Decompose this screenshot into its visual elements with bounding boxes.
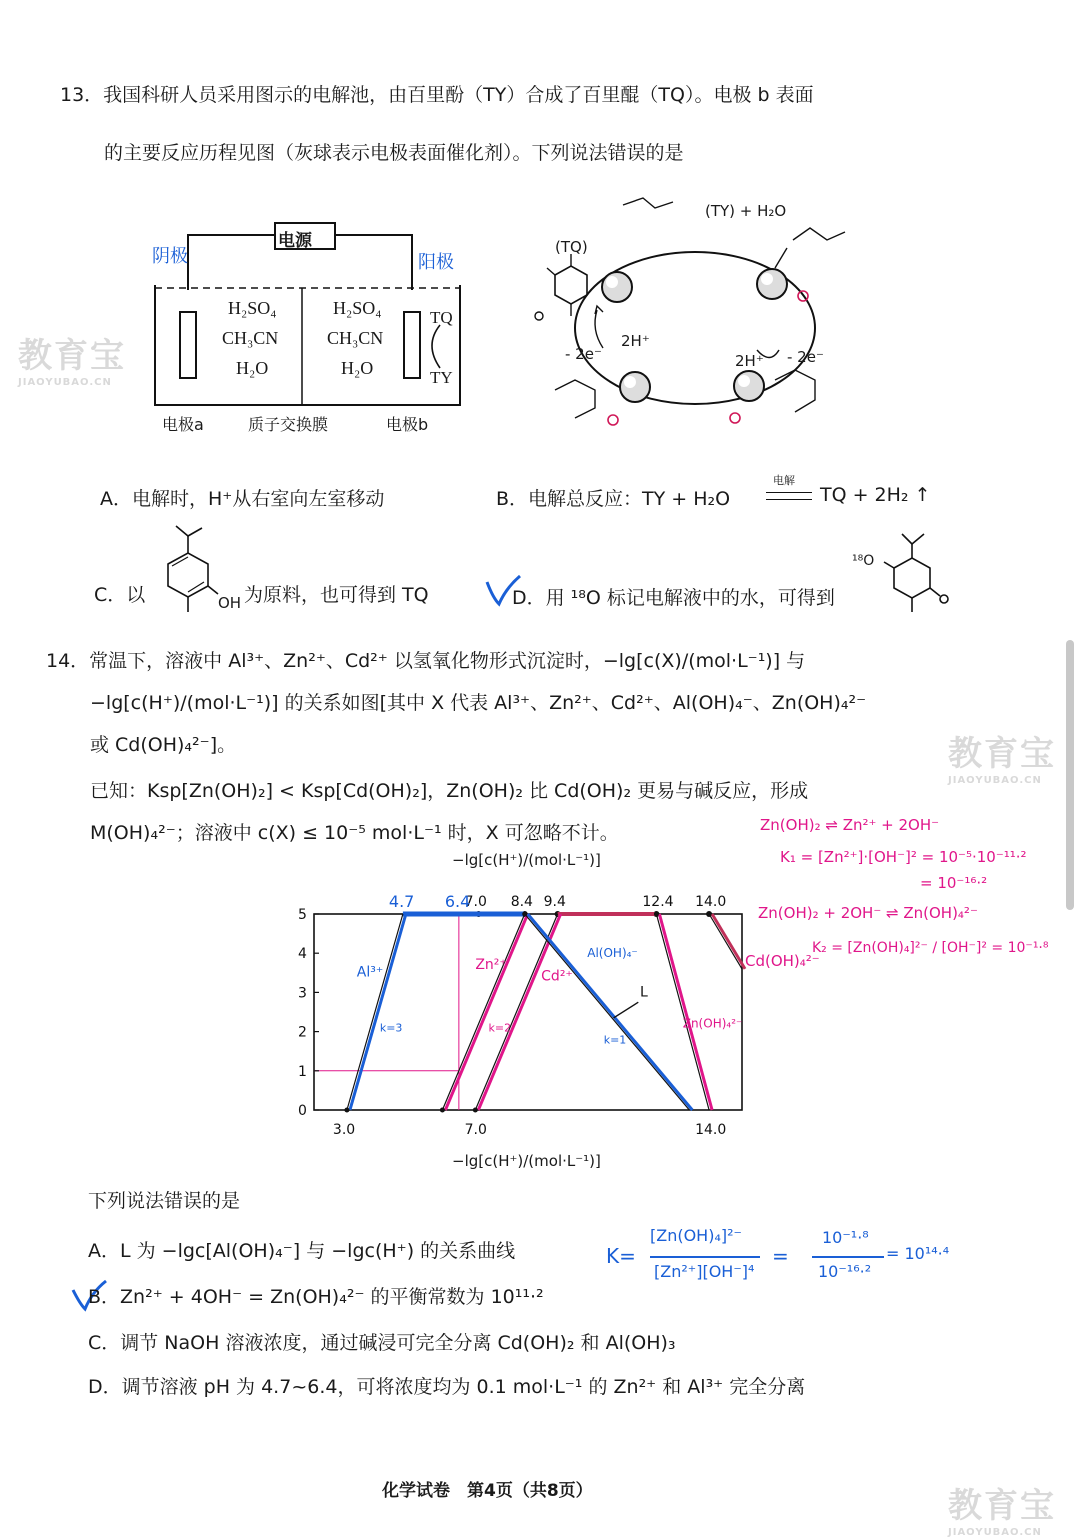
- x-tick-label-top: 12.4: [642, 894, 674, 910]
- note-kfinal-result: = 10¹⁴·⁴: [886, 1244, 950, 1263]
- label-k2: k=2: [488, 1021, 512, 1035]
- q14-prompt: 下列说法错误的是: [88, 1190, 241, 1212]
- series-color-0: [350, 914, 406, 1110]
- q13-option-b-prefix: B．电解总反应：TY + H₂O: [496, 488, 731, 510]
- label-cd: Cd²⁺: [541, 968, 573, 985]
- label-al: Al³⁺: [356, 964, 384, 981]
- o18-label: ¹⁸O: [852, 553, 875, 569]
- q13-option-b-suffix: TQ + 2H₂ ↑: [820, 484, 931, 506]
- right-chamber-h2o: H₂O: [341, 358, 374, 378]
- cycle-2h-right: 2H⁺: [735, 352, 764, 370]
- catalyst-ball-1: [602, 272, 632, 302]
- series-line-1: [442, 914, 524, 1110]
- series-color-5: [712, 914, 745, 969]
- series-color-2: [478, 914, 560, 1110]
- membrane-label: 质子交换膜: [248, 415, 329, 434]
- x-tick-label-bottom: 7.0: [464, 1122, 487, 1138]
- page-footer: 化学试卷 第4页（共8页）: [382, 1481, 593, 1501]
- q14-stem-line2: −lg[c(H⁺)/(mol·L⁻¹)] 的关系如图[其中 X 代表 Al³⁺、Zn²⁺、Cd²⁺、Al(OH)₄⁻、Zn(OH)₄²⁻: [90, 692, 867, 714]
- q14-stem-line1: 14．常温下，溶液中 Al³⁺、Zn²⁺、Cd²⁺ 以氢氧化物形式沉淀时，−lg[c(X)/(mol·L⁻¹)] 与: [46, 650, 806, 672]
- left-chamber-h2so4: H₂SO₄: [228, 298, 277, 318]
- series-color-1: [445, 914, 527, 1110]
- x-tick-label-handwritten: 4.7: [388, 892, 415, 911]
- q14-stem-line3: 或 Cd(OH)₄²⁻]。: [90, 734, 237, 756]
- label-aloh: Al(OH)₄⁻: [587, 946, 638, 961]
- series-point-start-4: [654, 912, 659, 917]
- y-tick-label: 1: [298, 1063, 307, 1080]
- power-supply-label: 电源: [278, 231, 312, 251]
- note-kfinal-mid-den: 10⁻¹⁶·²: [818, 1262, 872, 1281]
- labeled-tq-structure: [852, 526, 962, 618]
- watermark-left: 教育宝 JIAOYUBAO.CN: [18, 336, 126, 388]
- note-k1: K₁ = [Zn²⁺]·[OH⁻]² = 10⁻⁵·10⁻¹¹·²: [780, 848, 1027, 866]
- electrolysis-cell-diagram: [150, 190, 480, 450]
- q13-option-b-equals: [766, 492, 812, 500]
- cycle-minus-2e-left: - 2e⁻: [565, 345, 602, 363]
- note-k2: K₂ = [Zn(OH)₄]²⁻ / [OH⁻]² = 10⁻¹·⁸: [812, 940, 1049, 956]
- y-tick-label: 3: [298, 985, 307, 1002]
- label-znoh: Zn(OH)₄²⁻: [682, 1016, 743, 1031]
- note-k-prefix: K=: [606, 1244, 636, 1268]
- reaction-cycle-diagram: [525, 180, 885, 460]
- q13-option-b-condition: 电解: [773, 474, 795, 487]
- chart-svg: [280, 848, 760, 1178]
- scrollbar-thumb[interactable]: [1066, 640, 1074, 910]
- note-fraction-bar-1: [650, 1256, 760, 1258]
- note-kfinal-num: [Zn(OH)₄]²⁻: [650, 1226, 742, 1245]
- handwritten-cathode: 阴极: [152, 246, 188, 267]
- series-point-start-5: [707, 912, 712, 917]
- x-tick-label-top: 9.4: [543, 894, 566, 910]
- catalyst-ball-2: [757, 269, 787, 299]
- x-tick-label-top: 8.4: [510, 894, 533, 910]
- handwritten-anode: 阳极: [418, 252, 454, 273]
- note-equals: =: [772, 1244, 789, 1268]
- tq-label: TQ: [430, 308, 453, 327]
- q13-option-c-suffix: 为原料，也可得到 TQ: [244, 584, 429, 606]
- label-L: L: [639, 984, 648, 1001]
- left-chamber-h2o: H₂O: [236, 358, 269, 378]
- q14-option-c: C．调节 NaOH 溶液浓度，通过碱浸可完全分离 Cd(OH)₂ 和 Al(OH)₃: [88, 1332, 676, 1354]
- series-point-start-1: [440, 1108, 445, 1113]
- note-cd-label: Cd(OH)₄²⁻: [745, 952, 820, 970]
- precipitation-chart: [280, 848, 760, 1178]
- thymol-oh-label: OH: [218, 594, 242, 612]
- x-tick-label-top: 14.0: [695, 894, 727, 910]
- q14-known-line1: 已知：Ksp[Zn(OH)₂] < Ksp[Cd(OH)₂]，Zn(OH)₂ 比 Cd(OH)₂ 更易与碱反应，形成: [90, 780, 809, 802]
- y-tick-label: 5: [298, 907, 307, 923]
- y-tick-label: 4: [298, 946, 307, 963]
- q13-option-a: A．电解时，H⁺从右室向左室移动: [100, 488, 385, 510]
- ty-label: TY: [430, 368, 453, 387]
- series-line-0: [347, 914, 403, 1110]
- note-eq1: Zn(OH)₂ ⇌ Zn²⁺ + 2OH⁻: [760, 816, 940, 834]
- cycle-tq-label: (TQ): [555, 238, 588, 256]
- right-chamber-h2so4: H₂SO₄: [333, 298, 382, 318]
- x-tick-label-bottom: 14.0: [695, 1122, 727, 1138]
- label-L-arrow: [614, 1002, 639, 1018]
- watermark-bottom: 教育宝 JIAOYUBAO.CN: [948, 1486, 1056, 1538]
- label-k1: k=1: [603, 1033, 627, 1047]
- watermark-right: 教育宝 JIAOYUBAO.CN: [948, 734, 1056, 786]
- y-tick-label: 0: [298, 1103, 307, 1119]
- label-zn: Zn²⁺: [475, 956, 507, 973]
- series-point-start-2: [473, 1108, 478, 1113]
- q13-option-c-prefix: C．以: [94, 584, 146, 606]
- q13-stem-line1: 13．我国科研人员采用图示的电解池，由百里酚（TY）合成了百里醌（TQ）。电极 b 表面: [60, 84, 814, 106]
- chart-top-axis-label: −lg[c(H⁺)/(mol·L⁻¹)]: [452, 851, 601, 869]
- y-tick-label: 2: [298, 1024, 307, 1041]
- note-k1b: = 10⁻¹⁶·²: [920, 874, 988, 892]
- x-tick-label-top: 7.0: [464, 894, 487, 910]
- q13-option-d: D．用 ¹⁸O 标记电解液中的水，可得到: [512, 587, 835, 609]
- note-eq2: Zn(OH)₂ + 2OH⁻ ⇌ Zn(OH)₄²⁻: [758, 904, 978, 922]
- q14-known-line2: M(OH)₄²⁻；溶液中 c(X) ≤ 10⁻⁵ mol·L⁻¹ 时，X 可忽略不计。: [90, 822, 619, 844]
- cycle-minus-2e-right: - 2e⁻: [787, 348, 824, 366]
- catalyst-ball-3: [620, 372, 650, 402]
- series-point-start-0: [344, 1108, 349, 1113]
- series-point-start-3: [522, 912, 527, 917]
- q14-option-b: B．Zn²⁺ + 4OH⁻ = Zn(OH)₄²⁻ 的平衡常数为 10¹¹·²: [88, 1286, 544, 1308]
- left-chamber-ch3cn: CH₃CN: [222, 328, 279, 348]
- x-tick-label-bottom: 3.0: [332, 1122, 356, 1138]
- note-kfinal-den: [Zn²⁺][OH⁻]⁴: [654, 1262, 755, 1281]
- cycle-ty-h2o-label: (TY) + H₂O: [705, 202, 787, 220]
- note-kfinal-mid-num: 10⁻¹·⁸: [822, 1228, 869, 1247]
- label-k3: k=3: [379, 1021, 403, 1035]
- series-line-5: [709, 914, 742, 969]
- chart-bottom-axis-label: −lg[c(H⁺)/(mol·L⁻¹)]: [452, 1152, 601, 1170]
- q14-option-a: A．L 为 −lgc[Al(OH)₄⁻] 与 −lgc(H⁺) 的关系曲线: [88, 1240, 516, 1262]
- electrode-b-label: 电极b: [386, 415, 429, 434]
- note-fraction-bar-2: [812, 1256, 884, 1258]
- electrode-a-label: 电极a: [162, 415, 204, 434]
- q14-option-d: D．调节溶液 pH 为 4.7~6.4，可将浓度均为 0.1 mol·L⁻¹ 的 Zn²⁺ 和 Al³⁺ 完全分离: [88, 1376, 806, 1398]
- catalyst-ball-4: [734, 371, 764, 401]
- q13-stem-line2: 的主要反应历程见图（灰球表示电极表面催化剂）。下列说法错误的是: [104, 142, 684, 164]
- cycle-2h-left: 2H⁺: [621, 332, 650, 350]
- x-tick-label-handwritten: 6.4: [444, 892, 471, 911]
- right-chamber-ch3cn: CH₃CN: [327, 328, 384, 348]
